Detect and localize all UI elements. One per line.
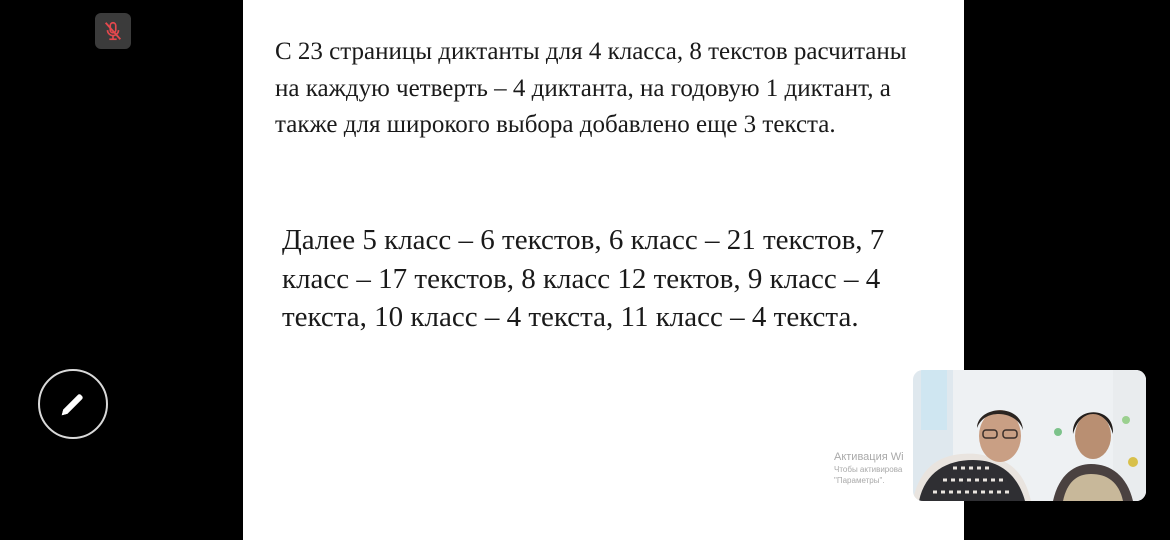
slide-paragraph-1: С 23 страницы диктанты для 4 класса, 8 текстов расчитаны на каждую четверть – 4 диктанта, на годовую 1 диктант, а также для широкого выбора добавлено еще 3 текста.: [275, 38, 907, 138]
microphone-muted-icon: [102, 20, 124, 42]
participant-video-thumbnail[interactable]: [913, 370, 1146, 501]
pencil-icon: [58, 389, 88, 419]
watermark-line-1: Чтобы активирова: [834, 465, 903, 474]
annotate-button[interactable]: [38, 369, 108, 439]
video-frame: [913, 370, 1146, 501]
watermark-title: Активация Wi: [834, 451, 904, 463]
mute-button[interactable]: [95, 13, 131, 49]
slide-paragraph-2: Далее 5 класс – 6 текстов, 6 класс – 21 текстов, 7 класс – 17 текстов, 8 класс 12 тектов, 9 класс – 4 текста, 10 класс – 4 текста, 11 класс – 4 текста.: [282, 224, 885, 333]
watermark-line-2: "Параметры".: [834, 476, 885, 485]
windows-activation-watermark: [834, 450, 924, 486]
